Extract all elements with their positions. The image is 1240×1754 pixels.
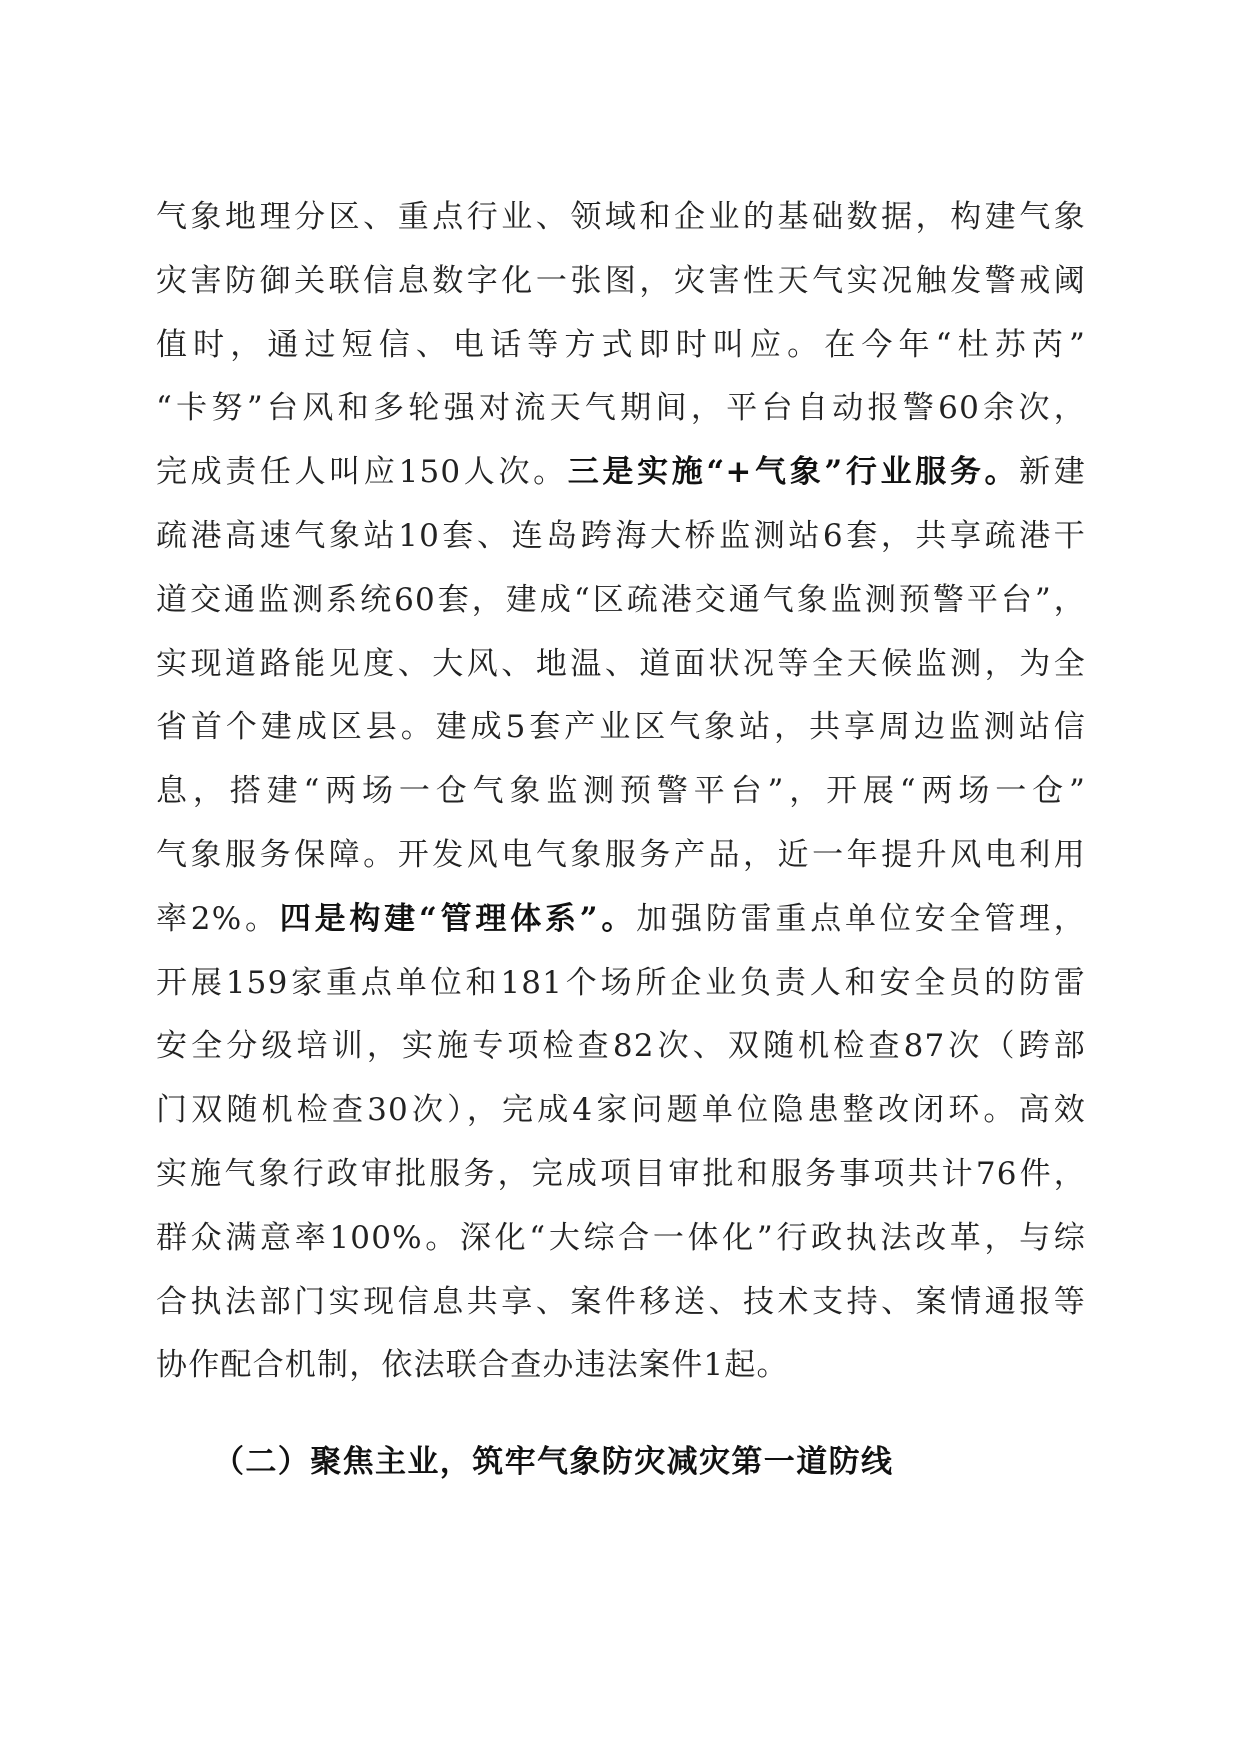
text-line: 实现道路能见度、大风、地温、道面状况等全天候监测，为全 — [156, 645, 1086, 682]
text-line: “卡努”台风和多轮强对流天气期间，平台自动报警60余次， — [156, 390, 1086, 427]
text-run: 新建 — [1019, 454, 1086, 491]
text-line: 值时，通过短信、电话等方式即时叫应。在今年“杜苏芮” — [156, 326, 1086, 363]
text-line: 省首个建成区县。建成5套产业区气象站，共享周边监测站信 — [156, 709, 1086, 746]
section-heading: （二）聚焦主业，筑牢气象防灾减灾第一道防线 — [213, 1444, 894, 1480]
text-line: 合执法部门实现信息共享、案件移送、技术支持、案情通报等 — [156, 1283, 1086, 1320]
text-line: 灾害防御关联信息数字化一张图，灾害性天气实况触发警戒阈 — [156, 262, 1086, 299]
text-line: 安全分级培训，实施专项检查82次、双随机检查87次（跨部 — [156, 1028, 1086, 1065]
text-line-last: 协作配合机制，依法联合查办违法案件1起。 — [156, 1347, 789, 1384]
text-run: 率2%。 — [156, 900, 280, 937]
text-line: 门双随机检查30次），完成4家问题单位隐患整改闭环。高效 — [156, 1092, 1086, 1129]
text-line: 实施气象行政审批服务，完成项目审批和服务事项共计76件， — [156, 1155, 1086, 1192]
emphasis-point-four: 四是构建“管理体系”。 — [279, 900, 637, 937]
emphasis-point-three: 三是实施“+气象”行业服务。 — [567, 454, 1020, 491]
text-line: 息，搭建“两场一仓气象监测预警平台”，开展“两场一仓” — [156, 773, 1086, 810]
text-line — [156, 441, 1086, 505]
text-run: 加强防雷重点单位安全管理， — [636, 900, 1086, 937]
text-line: 气象服务保障。开发风电气象服务产品，近一年提升风电利用 — [156, 836, 1086, 873]
text-line: 开展159家重点单位和181个场所企业负责人和安全员的防雷 — [156, 964, 1086, 1001]
text-line: 道交通监测系统60套，建成“区疏港交通气象监测预警平台”， — [156, 581, 1086, 618]
text-line: 群众满意率100%。深化“大综合一体化”行政执法改革，与综 — [156, 1219, 1086, 1256]
text-line: 气象地理分区、重点行业、领域和企业的基础数据，构建气象 — [156, 199, 1086, 235]
text-run: 完成责任人叫应150人次。 — [156, 454, 568, 491]
body-paragraph — [156, 186, 1086, 1398]
text-line — [156, 888, 1086, 952]
text-line: 疏港高速气象站10套、连岛跨海大桥监测站6套，共享疏港干 — [156, 517, 1086, 554]
